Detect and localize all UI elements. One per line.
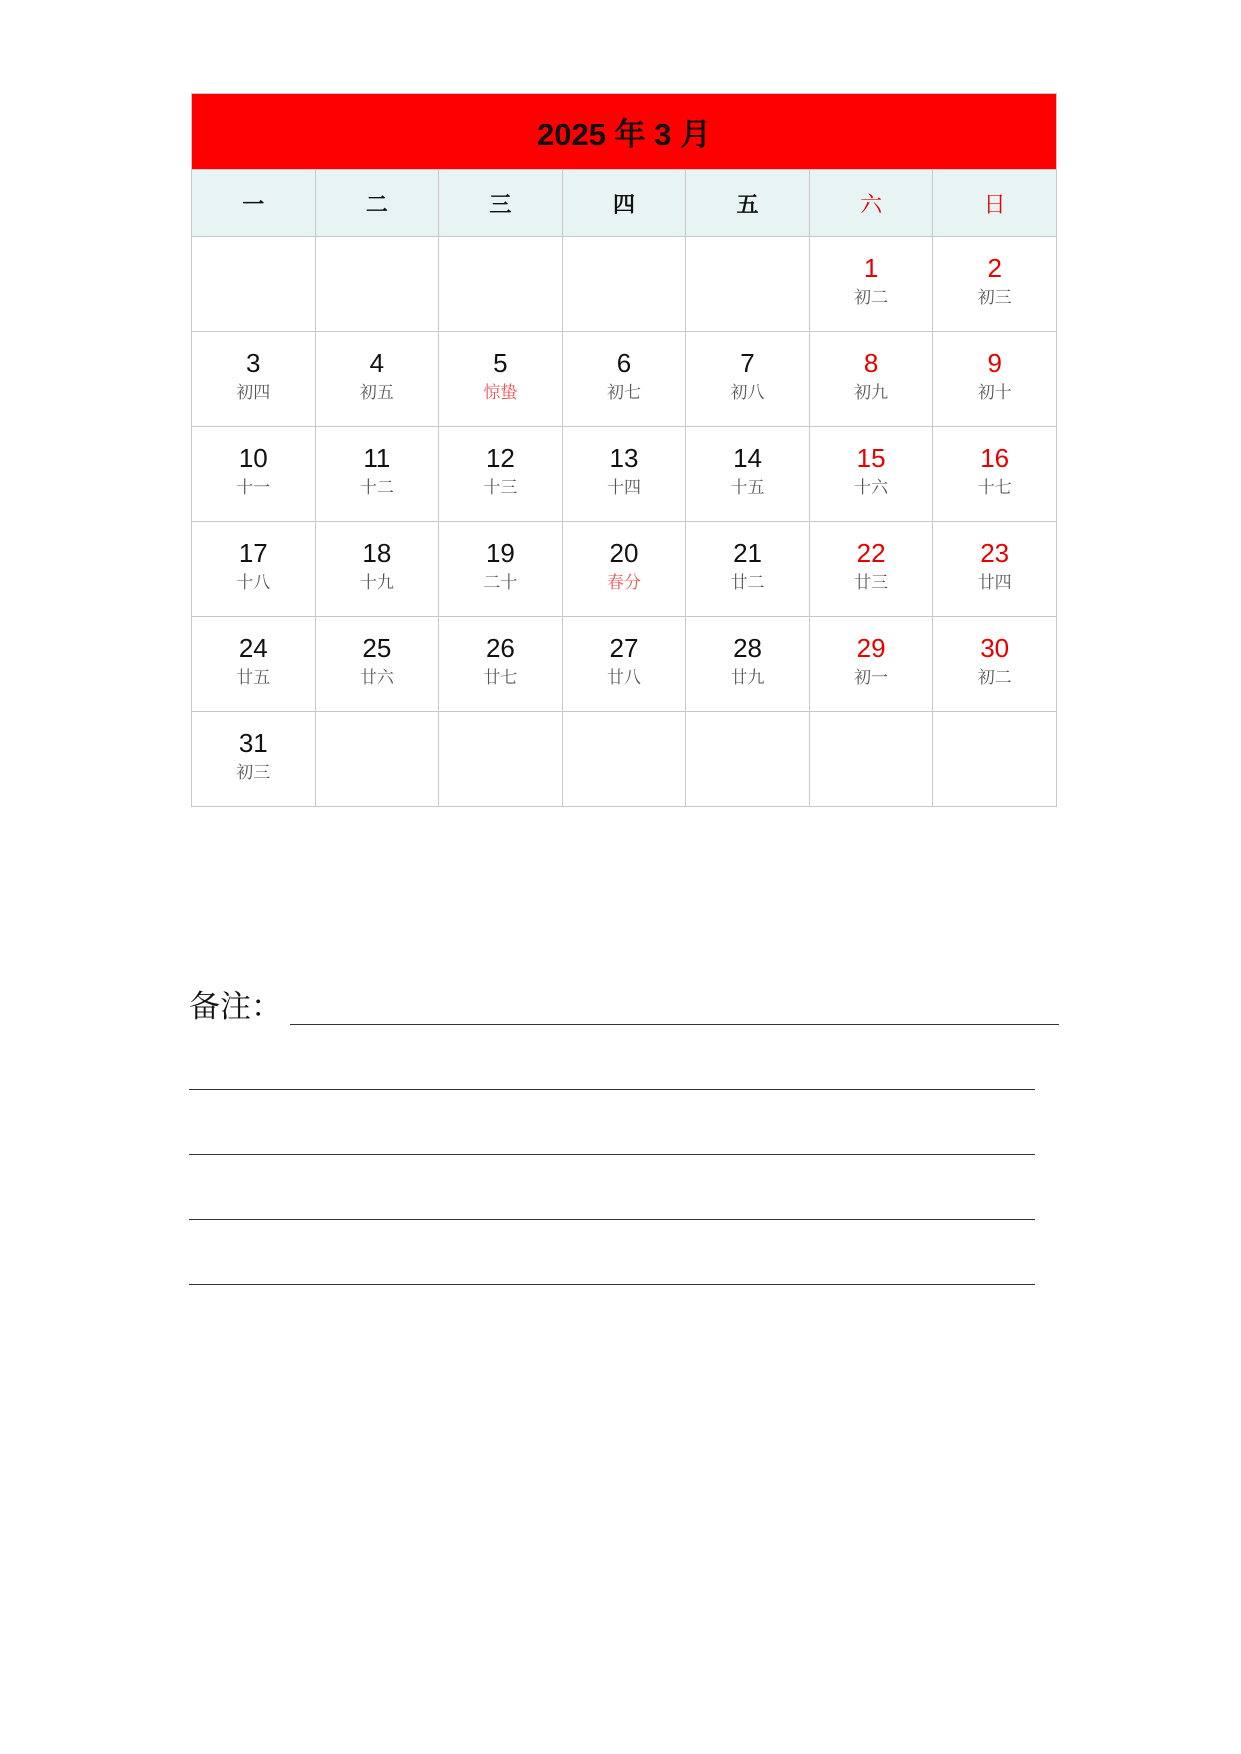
day-number: 29	[856, 633, 886, 663]
day-cell[interactable]	[439, 522, 563, 617]
empty-day-cell	[686, 237, 810, 332]
day-cell[interactable]	[809, 237, 933, 332]
empty-day-cell	[562, 237, 686, 332]
day-number: 14	[733, 443, 762, 473]
day-cell[interactable]	[192, 427, 316, 522]
lunar-date: 十六	[854, 478, 889, 498]
day-cell[interactable]	[809, 332, 933, 427]
day-number: 7	[740, 348, 755, 378]
day-number: 31	[238, 728, 268, 758]
notes-line[interactable]	[189, 1219, 1035, 1220]
day-number: 18	[362, 538, 392, 568]
empty-day-cell	[809, 712, 933, 807]
lunar-date: 初二	[854, 288, 889, 308]
calendar-table	[191, 93, 1057, 807]
lunar-date: 初三	[236, 763, 271, 783]
lunar-date: 廿九	[730, 668, 765, 688]
weekday-header: 二	[315, 170, 439, 237]
day-number: 6	[616, 348, 632, 378]
day-number: 19	[485, 538, 515, 568]
notes-line[interactable]	[290, 994, 1059, 1025]
lunar-date: 初七	[606, 383, 641, 403]
day-cell[interactable]	[933, 237, 1057, 332]
lunar-date: 十七	[977, 478, 1012, 498]
lunar-date: 初十	[977, 383, 1012, 403]
lunar-date: 十五	[730, 478, 765, 498]
day-cell[interactable]	[192, 617, 316, 712]
lunar-date: 初三	[977, 288, 1012, 308]
empty-day-cell	[439, 237, 563, 332]
lunar-date: 二十	[483, 573, 518, 593]
day-number: 28	[733, 633, 762, 663]
day-cell[interactable]	[562, 427, 686, 522]
day-cell[interactable]	[315, 617, 439, 712]
day-number: 5	[493, 348, 508, 378]
day-number: 8	[863, 348, 879, 378]
empty-day-cell	[439, 712, 563, 807]
lunar-date: 十三	[483, 478, 518, 498]
lunar-date: 初五	[359, 383, 394, 403]
calendar-body	[192, 237, 1057, 807]
calendar-title: 2025 年 3 月	[192, 94, 1057, 170]
day-cell[interactable]	[562, 522, 686, 617]
day-cell[interactable]	[439, 617, 563, 712]
day-number: 27	[609, 633, 639, 663]
empty-day-cell	[562, 712, 686, 807]
lunar-date: 廿三	[854, 573, 889, 593]
lunar-date: 十一	[236, 478, 271, 498]
day-cell[interactable]	[439, 332, 563, 427]
lunar-date: 廿六	[359, 668, 394, 688]
day-cell[interactable]	[809, 427, 933, 522]
lunar-date: 十九	[359, 573, 394, 593]
day-cell[interactable]	[809, 522, 933, 617]
solar-term-label: 春分	[606, 573, 641, 593]
day-number: 4	[369, 348, 385, 378]
day-cell[interactable]	[439, 427, 563, 522]
day-cell[interactable]	[315, 332, 439, 427]
day-number: 12	[485, 443, 515, 473]
day-cell[interactable]	[562, 617, 686, 712]
day-number: 22	[856, 538, 886, 568]
weekday-header: 一	[192, 170, 316, 237]
lunar-date: 廿四	[977, 573, 1012, 593]
notes-section	[189, 985, 1059, 1285]
lunar-date: 初二	[977, 668, 1012, 688]
day-cell[interactable]	[933, 522, 1057, 617]
weekday-header: 六	[809, 170, 933, 237]
day-cell[interactable]	[192, 332, 316, 427]
day-cell[interactable]	[192, 712, 316, 807]
lunar-date: 廿五	[236, 668, 271, 688]
lunar-date: 十二	[359, 478, 394, 498]
empty-day-cell	[315, 712, 439, 807]
day-cell[interactable]	[809, 617, 933, 712]
lunar-date: 廿八	[606, 668, 641, 688]
weekday-header: 四	[562, 170, 686, 237]
day-cell[interactable]	[686, 522, 810, 617]
empty-day-cell	[933, 712, 1057, 807]
weekday-header-row	[192, 170, 1057, 237]
day-number: 21	[733, 538, 762, 568]
day-cell[interactable]	[933, 332, 1057, 427]
day-cell[interactable]	[315, 427, 439, 522]
solar-term-label: 惊蛰	[483, 383, 518, 403]
day-cell[interactable]	[933, 427, 1057, 522]
day-cell[interactable]	[192, 522, 316, 617]
week-row	[192, 617, 1057, 712]
lunar-date: 廿二	[730, 573, 765, 593]
empty-day-cell	[686, 712, 810, 807]
day-number: 26	[485, 633, 515, 663]
day-number: 3	[246, 348, 261, 378]
lunar-date: 十八	[236, 573, 271, 593]
week-row	[192, 522, 1057, 617]
week-row	[192, 712, 1057, 807]
lunar-date: 初八	[730, 383, 765, 403]
day-cell[interactable]	[686, 427, 810, 522]
day-number: 30	[980, 633, 1010, 663]
day-number: 13	[609, 443, 639, 473]
day-cell[interactable]	[562, 332, 686, 427]
day-number: 9	[987, 348, 1002, 378]
day-number: 10	[238, 443, 268, 473]
day-number: 15	[856, 443, 886, 473]
weekday-header: 五	[686, 170, 810, 237]
notes-line[interactable]	[189, 1089, 1035, 1090]
notes-label: 备注：	[189, 989, 282, 1025]
day-number: 24	[238, 633, 268, 663]
lunar-date: 廿七	[483, 668, 518, 688]
day-cell[interactable]	[686, 332, 810, 427]
notes-line[interactable]	[189, 1284, 1035, 1285]
weekday-header: 日	[933, 170, 1057, 237]
day-number: 11	[363, 443, 391, 473]
day-number: 23	[980, 538, 1010, 568]
lunar-date: 初九	[854, 383, 889, 403]
day-cell[interactable]	[686, 617, 810, 712]
day-number: 25	[362, 633, 392, 663]
day-cell[interactable]	[933, 617, 1057, 712]
day-number: 20	[609, 538, 639, 568]
weekday-header: 三	[439, 170, 563, 237]
week-row	[192, 332, 1057, 427]
empty-day-cell	[192, 237, 316, 332]
lunar-date: 初四	[236, 383, 271, 403]
week-row	[192, 427, 1057, 522]
lunar-date: 初一	[854, 668, 889, 688]
day-cell[interactable]	[315, 522, 439, 617]
day-number: 1	[863, 253, 879, 283]
week-row	[192, 237, 1057, 332]
lunar-date: 十四	[606, 478, 641, 498]
day-number: 16	[980, 443, 1010, 473]
notes-line[interactable]	[189, 1154, 1035, 1155]
empty-day-cell	[315, 237, 439, 332]
day-number: 17	[238, 538, 268, 568]
day-number: 2	[987, 253, 1002, 283]
